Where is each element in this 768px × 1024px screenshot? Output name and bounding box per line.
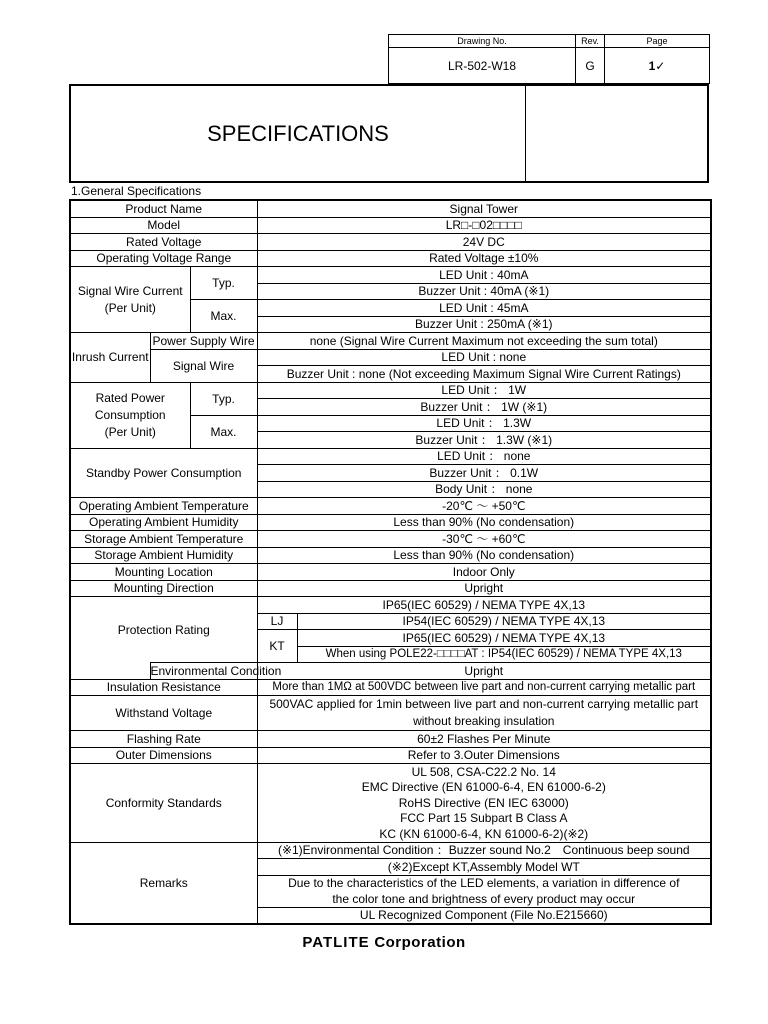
- row-value: LED Unit : none: [257, 349, 711, 366]
- table-row: [70, 747, 711, 764]
- row-value: Buzzer Unit ： 1.3W (※1): [257, 432, 711, 449]
- row-label: Operating Voltage Range: [70, 250, 257, 267]
- row-value: the color tone and brightness of every product may occur: [257, 891, 711, 907]
- row-value: (※1)Environmental Condition ：Buzzer sound No.2 Continuous beep sound: [257, 842, 711, 859]
- row-value: RoHS Directive (EN IEC 63000): [257, 795, 711, 811]
- rev-label: Rev.: [576, 35, 605, 48]
- withstand-line-1: 500VAC applied for 1min between live part and non-current carrying metallic part: [269, 697, 699, 711]
- row-value: LED Unit : 40mA: [257, 267, 711, 284]
- title-box: [69, 84, 709, 183]
- table-row: [70, 514, 711, 531]
- kt-label: KT: [257, 630, 297, 663]
- row-value: LED Unit : 45mA: [257, 300, 711, 317]
- row-value: -30℃ ～ +60℃: [257, 531, 711, 548]
- row-value: Buzzer Unit ： 0.1W: [257, 465, 711, 482]
- row-value: FCC Part 15 Subpart B Class A: [257, 811, 711, 827]
- table-row: [70, 531, 711, 548]
- typ-label: Typ.: [190, 382, 257, 415]
- table-row: [70, 564, 711, 581]
- row-value: [257, 696, 711, 731]
- table-row: [70, 679, 711, 696]
- table-row: [70, 250, 711, 267]
- company-brand: [0, 934, 768, 951]
- row-label: Operating Ambient Temperature: [70, 498, 257, 515]
- section-heading: 1.General Specifications: [71, 184, 202, 198]
- row-value: IP65(IEC 60529) / NEMA TYPE 4X,13: [257, 597, 711, 614]
- sub-label: Signal Wire: [150, 349, 257, 382]
- table-row: [70, 597, 711, 614]
- row-label: Rated Power Consumption (Per Unit): [70, 382, 190, 448]
- row-value: Buzzer Unit : none (Not exceeding Maximum Signal Wire Current Ratings): [257, 366, 711, 383]
- table-row: [70, 764, 711, 780]
- row-label: Storage Ambient Humidity: [70, 547, 257, 564]
- row-label: Outer Dimensions: [70, 747, 257, 764]
- row-value: LR□-□02□□□□: [257, 217, 711, 234]
- page-label: Page: [605, 35, 710, 48]
- spacer-cell: [70, 663, 150, 680]
- row-value: LED Unit ： 1.3W: [257, 415, 711, 432]
- row-label: Mounting Location: [70, 564, 257, 581]
- row-label: Inrush Current: [70, 333, 150, 383]
- table-row: [70, 217, 711, 234]
- row-value: When using POLE22-□□□□AT : IP54(IEC 60529) / NEMA TYPE 4X,13: [297, 646, 711, 663]
- table-row: [70, 498, 711, 515]
- table-row: [70, 580, 711, 597]
- row-value: Refer to 3.Outer Dimensions: [257, 747, 711, 764]
- row-value: UL Recognized Component (File No.E215660): [257, 907, 711, 924]
- row-value: 24V DC: [257, 234, 711, 251]
- row-label: Standby Power Consumption: [70, 448, 257, 498]
- row-value: (※2)Except KT,Assembly Model WT: [257, 859, 711, 876]
- row-label: Protection Rating: [70, 597, 257, 663]
- table-row: [70, 547, 711, 564]
- max-label: Max.: [190, 415, 257, 448]
- table-row: [70, 448, 711, 465]
- row-value: Body Unit ： none: [257, 481, 711, 498]
- row-value: Indoor Only: [257, 564, 711, 581]
- row-label: Rated Voltage: [70, 234, 257, 251]
- row-value: LED Unit ： 1W: [257, 382, 711, 399]
- row-label: Model: [70, 217, 257, 234]
- row-label: Operating Ambient Humidity: [70, 514, 257, 531]
- table-row: [70, 731, 711, 748]
- page-title: SPECIFICATIONS: [71, 86, 526, 181]
- table-row: [70, 696, 711, 731]
- row-label: Product Name: [70, 200, 257, 217]
- row-value: Signal Tower: [257, 200, 711, 217]
- row-value: 60±2 Flashes Per Minute: [257, 731, 711, 748]
- withstand-line-2: without breaking insulation: [413, 714, 555, 728]
- lj-label: LJ: [257, 613, 297, 630]
- row-value: Less than 90% (No condensation): [257, 514, 711, 531]
- row-label: Remarks: [70, 842, 257, 924]
- max-label: Max.: [190, 300, 257, 333]
- row-label: Mounting Direction: [70, 580, 257, 597]
- row-value: Less than 90% (No condensation): [257, 547, 711, 564]
- page-value: 1✓: [605, 48, 710, 84]
- drawing-no: LR-502-W18: [389, 48, 576, 84]
- patlite-logo: PATLITE: [302, 934, 370, 951]
- title-block: [388, 34, 710, 84]
- row-value: -20℃ ～ +50℃: [257, 498, 711, 515]
- spec-table: [69, 199, 712, 925]
- row-label: Withstand Voltage: [70, 696, 257, 731]
- row-value: IP65(IEC 60529) / NEMA TYPE 4X,13: [297, 630, 711, 647]
- table-row: [70, 842, 711, 859]
- table-row: [70, 200, 711, 217]
- row-label: Flashing Rate: [70, 731, 257, 748]
- row-label: Insulation Resistance: [70, 679, 257, 696]
- row-value: LED Unit ： none: [257, 448, 711, 465]
- row-value: Buzzer Unit : 250mA (※1): [257, 316, 711, 333]
- row-value: IP54(IEC 60529) / NEMA TYPE 4X,13: [297, 613, 711, 630]
- typ-label: Typ.: [190, 267, 257, 300]
- rev-value: G: [576, 48, 605, 84]
- row-value: Due to the characteristics of the LED elements, a variation in difference of: [257, 875, 711, 891]
- row-label: Signal Wire Current (Per Unit): [70, 267, 190, 333]
- row-value: Rated Voltage ±10%: [257, 250, 711, 267]
- sub-label: Power Supply Wire: [150, 333, 257, 350]
- brand-suffix: Corporation: [374, 934, 466, 951]
- row-value: none (Signal Wire Current Maximum not exceeding the sum total): [257, 333, 711, 350]
- table-row: [70, 333, 711, 350]
- row-label: Storage Ambient Temperature: [70, 531, 257, 548]
- table-row: [70, 349, 711, 366]
- row-value: UL 508, CSA-C22.2 No. 14: [257, 764, 711, 780]
- row-value: EMC Directive (EN 61000-6-4, EN 61000-6-2): [257, 780, 711, 796]
- row-value: Buzzer Unit : 40mA (※1): [257, 283, 711, 300]
- drawing-no-label: Drawing No.: [389, 35, 576, 48]
- row-value: More than 1MΩ at 500VDC between live part and non-current carrying metallic part: [257, 679, 711, 696]
- row-value: KC (KN 61000-6-4, KN 61000-6-2)(※2): [257, 826, 711, 842]
- table-row: [70, 382, 711, 399]
- table-row: [70, 234, 711, 251]
- row-value: Buzzer Unit ： 1W (※1): [257, 399, 711, 416]
- table-row: [70, 663, 711, 680]
- row-label: Conformity Standards: [70, 764, 257, 843]
- sub-label: Environmental Condition: [150, 663, 282, 678]
- row-value: Upright: [257, 663, 711, 680]
- table-row: [70, 267, 711, 284]
- row-value: Upright: [257, 580, 711, 597]
